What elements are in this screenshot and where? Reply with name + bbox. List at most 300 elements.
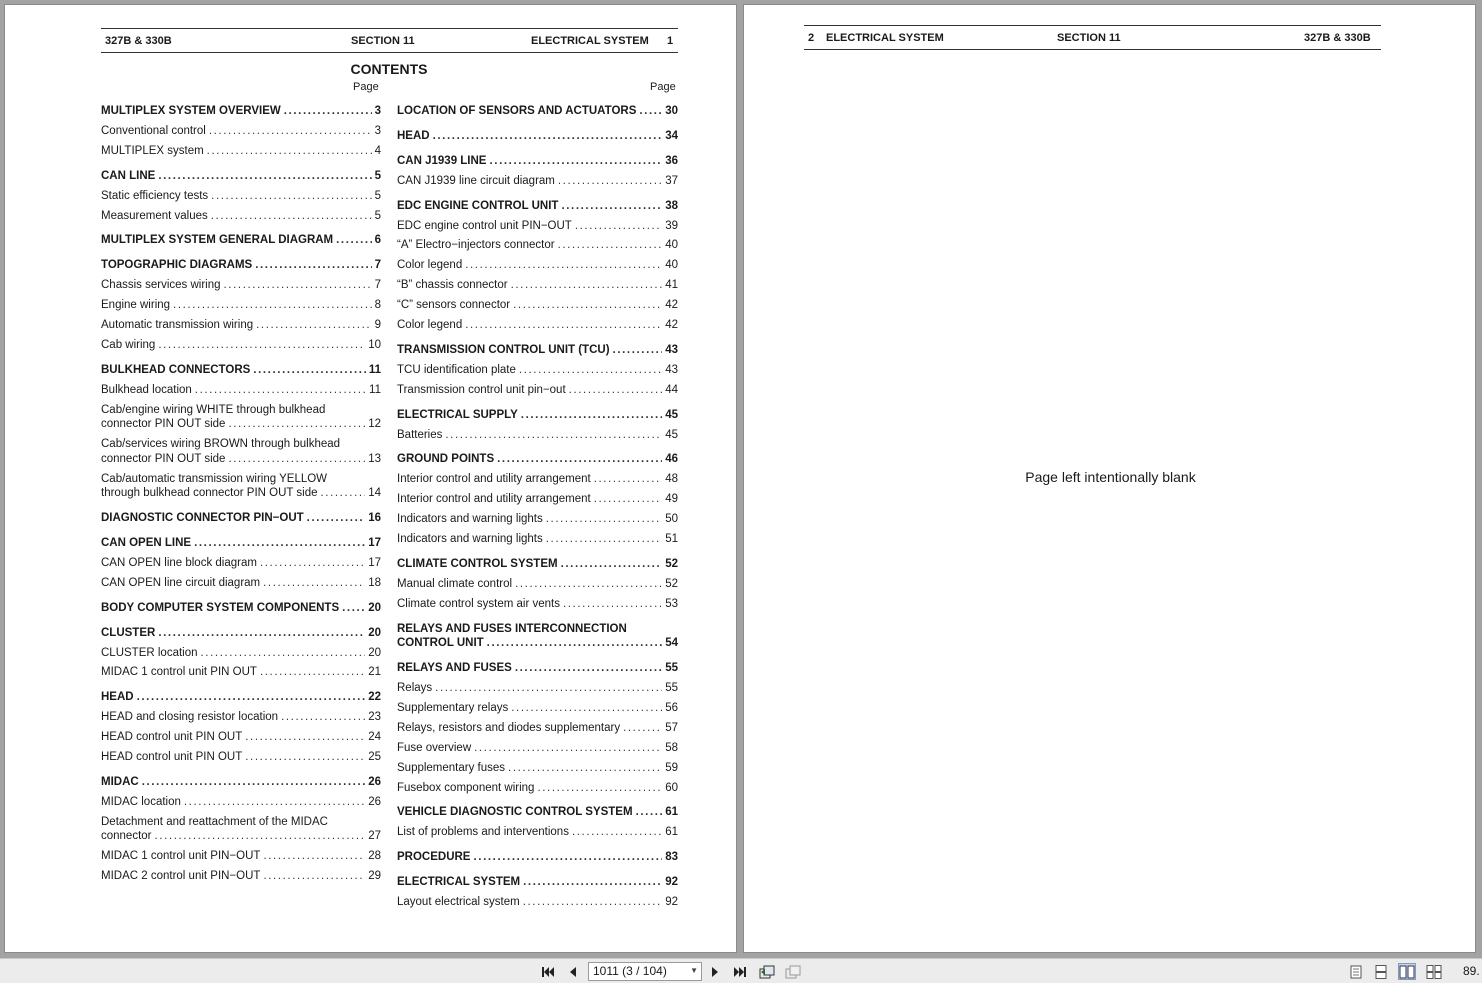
- leader-dots: [263, 576, 365, 591]
- toc-entry[interactable]: [101, 665, 381, 680]
- toc-page-number: 56: [665, 701, 678, 714]
- toc-entry[interactable]: [397, 781, 678, 796]
- leader-dots: [142, 775, 366, 790]
- toc-page-number: 3: [374, 124, 381, 137]
- toc-entry-text: CAN LINE: [101, 169, 156, 182]
- toc-entry[interactable]: [397, 895, 678, 910]
- leader-dots: [558, 238, 663, 253]
- header-system: ELECTRICAL SYSTEM: [826, 32, 944, 44]
- toc-entry[interactable]: [101, 472, 381, 501]
- toc-entry[interactable]: [101, 189, 381, 204]
- toc-page-number: 26: [368, 795, 381, 808]
- toc-entry[interactable]: [101, 795, 381, 810]
- toc-page-number: 55: [665, 662, 678, 675]
- toc-heading[interactable]: [397, 104, 678, 119]
- toc-page-number: 42: [665, 319, 678, 331]
- toc-entry-text-continued: CONTROL UNIT: [397, 637, 484, 650]
- toc-entry-text: MULTIPLEX SYSTEM OVERVIEW: [101, 105, 281, 117]
- toc-page-number: 9: [374, 319, 381, 331]
- leader-dots: [201, 646, 366, 661]
- toc-entry[interactable]: [101, 278, 381, 293]
- leader-dots: [207, 144, 372, 159]
- toc-entry[interactable]: [101, 815, 381, 844]
- toc-entry-text: Color legend: [397, 259, 463, 272]
- leader-dots: [523, 875, 662, 890]
- toc-entry-text: Chassis services wiring: [101, 279, 221, 292]
- toc-page-number: 14: [368, 487, 381, 500]
- header-section: SECTION 11: [351, 35, 415, 47]
- toc-page-number: 49: [665, 493, 678, 506]
- page-header: [101, 28, 678, 53]
- toc-page-number: 17: [368, 537, 381, 549]
- leader-dots: [281, 710, 365, 725]
- leader-dots: [636, 805, 663, 820]
- next-page-button[interactable]: [705, 963, 725, 980]
- toc-page-number: 5: [374, 169, 381, 182]
- toc-heading[interactable]: [397, 805, 678, 820]
- leader-dots: [519, 363, 662, 378]
- header-page-number: 1: [667, 35, 674, 47]
- toc-page-number: 45: [665, 428, 678, 441]
- leader-dots: [228, 452, 365, 467]
- header-model: 327B & 330B: [1304, 32, 1371, 44]
- facing-pages-view-button[interactable]: [1398, 963, 1416, 980]
- leader-dots: [523, 895, 662, 910]
- toc-entry[interactable]: [397, 825, 678, 840]
- toc-entry-text: MIDAC 2 control unit PIN−OUT: [101, 870, 261, 883]
- toc-heading[interactable]: [101, 690, 381, 705]
- continuous-facing-view-button[interactable]: [1425, 963, 1443, 980]
- toc-page-number: 5: [374, 189, 381, 202]
- toc-heading[interactable]: [397, 850, 678, 865]
- toc-page-number: 37: [665, 174, 678, 187]
- toc-page-number: 45: [665, 408, 678, 421]
- toc-entry[interactable]: [397, 701, 678, 716]
- leader-dots: [489, 154, 662, 169]
- toc-entry[interactable]: [101, 576, 381, 591]
- toc-entry[interactable]: [101, 209, 381, 224]
- toc-heading[interactable]: [101, 511, 381, 526]
- next-icon: [710, 966, 720, 978]
- contents-title: CONTENTS: [350, 61, 428, 77]
- zoom-level[interactable]: 89.: [1463, 964, 1480, 978]
- toc-entry[interactable]: [397, 363, 678, 378]
- leader-dots: [245, 730, 365, 745]
- leader-dots: [561, 199, 662, 214]
- toc-page-number: 21: [368, 666, 381, 679]
- toc-page-number: 40: [665, 239, 678, 252]
- toc-heading[interactable]: [397, 408, 678, 423]
- toc-entry-text: HEAD and closing resistor location: [101, 711, 279, 724]
- leader-dots: [575, 219, 662, 234]
- toc-heading[interactable]: [397, 557, 678, 572]
- toc-page-number: 8: [374, 299, 381, 312]
- toc-page-number: 48: [665, 473, 678, 486]
- toc-entry[interactable]: [397, 258, 678, 273]
- toc-entry[interactable]: [101, 338, 381, 353]
- last-page-button[interactable]: [730, 963, 750, 980]
- header-page-number: 2: [808, 32, 815, 44]
- toc-entry-text: Layout electrical system: [397, 896, 520, 908]
- toc-entry-text: ELECTRICAL SYSTEM: [397, 876, 521, 889]
- toc-entry-text: CAN OPEN LINE: [101, 537, 192, 549]
- last-page-icon: [733, 966, 747, 978]
- go-forward-button[interactable]: [783, 963, 803, 980]
- toc-heading[interactable]: [101, 169, 381, 184]
- toc-entry-text: EDC ENGINE CONTROL UNIT: [397, 199, 559, 212]
- toc-page-number: 55: [665, 682, 678, 694]
- leader-dots: [508, 761, 662, 776]
- toc-page-number: 5: [374, 209, 381, 222]
- toc-page-number: 92: [665, 876, 678, 889]
- leader-dots: [307, 511, 366, 526]
- toc-entry-text: Relays: [397, 682, 433, 694]
- leader-dots: [639, 104, 662, 119]
- toc-heading[interactable]: [397, 343, 678, 358]
- toc-page-number: 53: [665, 597, 678, 610]
- toc-entry-text: “A” Electro−injectors connector: [397, 239, 555, 252]
- toc-entry[interactable]: [397, 492, 678, 507]
- leader-dots: [336, 233, 371, 248]
- toc-page-number: 13: [368, 452, 381, 465]
- toc-heading[interactable]: [101, 601, 381, 616]
- toc-entry[interactable]: [101, 646, 381, 661]
- toc-entry-text: DIAGNOSTIC CONNECTOR PIN−OUT: [101, 512, 304, 525]
- toc-heading[interactable]: [397, 129, 678, 144]
- toc-entry-text: BODY COMPUTER SYSTEM COMPONENTS: [101, 601, 340, 614]
- leader-dots: [594, 492, 663, 507]
- leader-dots: [515, 577, 662, 592]
- leader-dots: [474, 741, 662, 756]
- toc-page-number: 28: [368, 850, 381, 863]
- toc-page-number: 27: [368, 830, 381, 843]
- toc-page-number: 41: [665, 279, 678, 292]
- toc-entry-text: CLIMATE CONTROL SYSTEM: [397, 557, 558, 570]
- toc-page-number: 54: [665, 637, 678, 650]
- toc-entry[interactable]: [101, 869, 381, 884]
- page-right: [743, 4, 1476, 953]
- toc-entry-text: GROUND POINTS: [397, 453, 495, 466]
- toc-entry[interactable]: [397, 298, 678, 313]
- toc-page-number: 30: [665, 105, 678, 117]
- leader-dots: [546, 512, 662, 527]
- toc-entry[interactable]: [397, 721, 678, 736]
- toc-entry-text: Bulkhead location: [101, 383, 192, 396]
- leader-dots: [284, 104, 372, 119]
- toc-page-number: 20: [368, 626, 381, 639]
- previous-page-button[interactable]: [563, 963, 583, 980]
- toc-entry[interactable]: [397, 238, 678, 253]
- toc-entry-text: Detachment and reattachment of the MIDAC: [101, 815, 328, 828]
- toc-entry-text: “B” chassis connector: [397, 279, 508, 292]
- toc-page-number: 36: [665, 154, 678, 167]
- toc-entry-text: Cab wiring: [101, 338, 156, 351]
- toc-entry[interactable]: [101, 750, 381, 765]
- page-number-value: 1011 (3 / 104): [593, 964, 667, 978]
- continuous-facing-icon: [1426, 965, 1442, 979]
- toc-page-number: 18: [368, 576, 381, 589]
- toc-entry-text: Cab/engine wiring WHITE through bulkhead: [101, 403, 326, 416]
- leader-dots: [513, 298, 662, 313]
- toc-entry-text: MIDAC 1 control unit PIN OUT: [101, 666, 257, 679]
- leader-dots: [435, 681, 662, 696]
- toc-page-number: 60: [665, 781, 678, 794]
- toc-entry-text: Engine wiring: [101, 299, 171, 312]
- toc-page-number: 51: [665, 533, 678, 545]
- page-column-label-1: Page: [353, 81, 379, 93]
- toc-entry-text: CLUSTER: [101, 626, 156, 639]
- blank-page-notice: Page left intentionally blank: [1025, 469, 1196, 485]
- leader-dots: [511, 701, 662, 716]
- toc-heading[interactable]: [397, 199, 678, 214]
- toc-page-number: 52: [665, 557, 678, 570]
- toc-entry-text: Cab/automatic transmission wiring YELLOW: [101, 472, 328, 485]
- leader-dots: [561, 557, 663, 572]
- toc-heading[interactable]: [397, 661, 678, 676]
- page-header: [804, 25, 1381, 50]
- toc-entry-text: MULTIPLEX system: [101, 144, 204, 157]
- leader-dots: [158, 338, 365, 353]
- toc-entry-text: Automatic transmission wiring: [101, 319, 254, 331]
- toc-heading[interactable]: [101, 775, 381, 790]
- toc-entry-text: HEAD: [101, 691, 134, 704]
- toc-entry-text: Fuse overview: [397, 741, 472, 754]
- toc-page-number: 17: [368, 556, 381, 569]
- toc-page-number: 4: [374, 144, 381, 157]
- toc-entry[interactable]: [397, 532, 678, 547]
- leader-dots: [563, 597, 662, 612]
- toc-entry-text: CLUSTER location: [101, 646, 198, 659]
- leader-dots: [473, 850, 662, 865]
- toc-page-number: 38: [665, 199, 678, 212]
- toc-entry-text: CAN J1939 line circuit diagram: [397, 174, 555, 187]
- toc-entry[interactable]: [101, 730, 381, 745]
- toc-page-number: 11: [369, 383, 381, 396]
- toc-page-number: 26: [368, 775, 381, 788]
- toc-entry[interactable]: [397, 219, 678, 234]
- toc-entry-text: PROCEDURE: [397, 851, 471, 864]
- toc-heading[interactable]: [101, 626, 381, 641]
- leader-dots: [497, 452, 662, 467]
- toc-entry-text: Interior control and utility arrangement: [397, 473, 591, 486]
- toc-entry[interactable]: [101, 383, 381, 398]
- toc-page-number: 40: [665, 259, 678, 272]
- leader-dots: [245, 750, 365, 765]
- toc-page-number: 34: [665, 129, 678, 142]
- toc-page-number: 57: [665, 721, 678, 734]
- toc-page-number: 52: [665, 577, 678, 590]
- toc-page-number: 10: [368, 338, 381, 351]
- leader-dots: [256, 318, 371, 333]
- toc-entry-text: TOPOGRAPHIC DIAGRAMS: [101, 259, 253, 272]
- toc-heading[interactable]: [397, 875, 678, 890]
- continuous-view-button[interactable]: [1372, 963, 1390, 980]
- toc-heading[interactable]: [101, 258, 381, 273]
- leader-dots: [158, 169, 371, 184]
- toc-entry[interactable]: [397, 472, 678, 487]
- toc-entry[interactable]: [397, 278, 678, 293]
- toc-entry[interactable]: [397, 577, 678, 592]
- toc-entry-text: MIDAC location: [101, 795, 181, 808]
- first-page-button[interactable]: [538, 963, 558, 980]
- toc-entry-text: Batteries: [397, 428, 443, 441]
- toc-heading[interactable]: [397, 622, 678, 651]
- toc-page-number: 7: [374, 259, 381, 272]
- toc-page-number: 39: [665, 219, 678, 232]
- facing-pages-icon: [1399, 965, 1415, 979]
- toc-page-number: 44: [665, 383, 678, 396]
- toc-entry-text: LOCATION OF SENSORS AND ACTUATORS: [397, 105, 637, 117]
- toc-entry-text: Relays, resistors and diodes supplementary: [397, 721, 621, 734]
- toc-entry[interactable]: [101, 144, 381, 159]
- leader-dots: [613, 343, 663, 358]
- toc-entry-text-continued: through bulkhead connector PIN OUT side: [101, 487, 318, 500]
- leader-dots: [515, 661, 662, 676]
- page-number-field[interactable]: [588, 962, 702, 981]
- leader-dots: [445, 428, 662, 443]
- toc-entry-text: MIDAC 1 control unit PIN−OUT: [101, 850, 261, 863]
- toc-entry-text: HEAD: [397, 129, 430, 142]
- toc-entry[interactable]: [101, 437, 381, 466]
- leader-dots: [173, 298, 372, 313]
- toc-entry[interactable]: [101, 403, 381, 432]
- toc-entry[interactable]: [101, 849, 381, 864]
- toc-entry[interactable]: [101, 318, 381, 333]
- continuous-page-icon: [1375, 965, 1387, 979]
- toc-entry-text: Cab/services wiring BROWN through bulkhead: [101, 438, 341, 451]
- toc-page-number: 92: [665, 896, 678, 908]
- back-view-icon: [759, 965, 775, 979]
- leader-dots: [433, 129, 663, 144]
- toc-page-number: 22: [368, 691, 381, 704]
- toc-heading[interactable]: [101, 233, 381, 248]
- leader-dots: [158, 626, 365, 641]
- toc-entry-text: TCU identification plate: [397, 363, 516, 376]
- leader-dots: [224, 278, 372, 293]
- toc-page-number: 3: [374, 105, 381, 117]
- toc-page-number: 61: [665, 806, 678, 819]
- toc-entry[interactable]: [101, 124, 381, 139]
- toc-entry-text: BULKHEAD CONNECTORS: [101, 363, 251, 376]
- toc-entry-text: “C” sensors connector: [397, 299, 511, 312]
- toc-entry-text: Color legend: [397, 319, 463, 331]
- leader-dots: [511, 278, 663, 293]
- leader-dots: [465, 258, 662, 273]
- toc-entry[interactable]: [397, 681, 678, 696]
- toc-heading[interactable]: [397, 154, 678, 169]
- toc-entry[interactable]: [397, 383, 678, 398]
- toc-heading[interactable]: [101, 104, 381, 119]
- toc-entry-text: Manual climate control: [397, 577, 513, 590]
- leader-dots: [253, 363, 366, 378]
- toc-page-number: 7: [374, 279, 381, 292]
- toc-page-number: 46: [665, 453, 678, 466]
- leader-dots: [465, 318, 662, 333]
- toc-entry[interactable]: [397, 512, 678, 527]
- leader-dots: [546, 532, 662, 547]
- toc-entry-text: CAN OPEN line block diagram: [101, 556, 257, 569]
- toc-heading[interactable]: [397, 452, 678, 467]
- toc-entry-text: VEHICLE DIAGNOSTIC CONTROL SYSTEM: [397, 806, 633, 819]
- toc-entry[interactable]: [397, 741, 678, 756]
- leader-dots: [211, 189, 371, 204]
- toc-entry-text: ELECTRICAL SUPPLY: [397, 408, 518, 421]
- toc-entry[interactable]: [397, 174, 678, 189]
- toc-entry-text: RELAYS AND FUSES INTERCONNECTION: [397, 622, 627, 635]
- leader-dots: [137, 690, 366, 705]
- toc-entry-text: List of problems and interventions: [397, 826, 569, 839]
- toc-page-number: 6: [374, 234, 381, 247]
- toc-page-number: 20: [368, 601, 381, 614]
- toc-page-number: 43: [665, 343, 678, 356]
- toc-page-number: 50: [665, 513, 678, 526]
- toc-entry[interactable]: [397, 597, 678, 612]
- leader-dots: [537, 781, 662, 796]
- toc-entry[interactable]: [101, 556, 381, 571]
- single-page-view-button[interactable]: [1347, 963, 1365, 980]
- page-column-label-2: Page: [650, 81, 676, 93]
- leader-dots: [321, 486, 366, 501]
- toc-entry-text: Climate control system air vents: [397, 597, 560, 610]
- toc-page-number: 11: [368, 363, 381, 376]
- toc-entry-text: HEAD control unit PIN OUT: [101, 731, 243, 744]
- leader-dots: [572, 825, 662, 840]
- toc-entry[interactable]: [397, 318, 678, 333]
- toc-page-number: 43: [665, 363, 678, 376]
- toc-entry[interactable]: [101, 298, 381, 313]
- toc-heading[interactable]: [101, 536, 381, 551]
- leader-dots: [569, 383, 663, 398]
- leader-dots: [255, 258, 371, 273]
- toc-entry-text: MULTIPLEX SYSTEM GENERAL DIAGRAM: [101, 234, 334, 247]
- leader-dots: [195, 383, 366, 398]
- first-page-icon: [541, 966, 555, 978]
- leader-dots: [594, 472, 663, 487]
- toc-entry-text: Transmission control unit pin−out: [397, 383, 566, 396]
- go-back-button[interactable]: [757, 963, 777, 980]
- toc-page-number: 58: [665, 741, 678, 754]
- toc-entry-text-continued: connector PIN OUT side: [101, 418, 226, 431]
- toc-entry-text: Measurement values: [101, 209, 208, 222]
- leader-dots: [260, 556, 365, 571]
- toc-entry-text: MIDAC: [101, 775, 139, 788]
- leader-dots: [521, 408, 662, 423]
- header-system: ELECTRICAL SYSTEM: [531, 35, 649, 47]
- dropdown-arrow-icon[interactable]: ▼: [690, 966, 698, 975]
- toc-entry-text: Indicators and warning lights: [397, 533, 543, 545]
- toc-heading[interactable]: [101, 363, 381, 378]
- toc-entry[interactable]: [397, 761, 678, 776]
- toc-entry[interactable]: [397, 428, 678, 443]
- toc-entry-text-continued: connector PIN OUT side: [101, 452, 226, 465]
- forward-view-icon: [785, 965, 801, 979]
- toc-page-number: 29: [368, 870, 381, 883]
- toc-entry-text: Supplementary relays: [397, 701, 509, 714]
- toc-entry[interactable]: [101, 710, 381, 725]
- toc-entry-text: CAN J1939 LINE: [397, 154, 487, 167]
- navigation-toolbar: [0, 958, 1482, 983]
- toc-page-number: 59: [665, 761, 678, 774]
- leader-dots: [263, 869, 365, 884]
- leader-dots: [184, 795, 365, 810]
- toc-page-number: 83: [665, 851, 678, 864]
- toc-entry-text: EDC engine control unit PIN−OUT: [397, 219, 572, 232]
- single-page-icon: [1350, 965, 1362, 979]
- toc-page-number: 20: [368, 646, 381, 659]
- toc-entry-text: HEAD control unit PIN OUT: [101, 751, 243, 763]
- toc-entry-text: CAN OPEN line circuit diagram: [101, 576, 261, 589]
- toc-page-number: 12: [368, 418, 381, 431]
